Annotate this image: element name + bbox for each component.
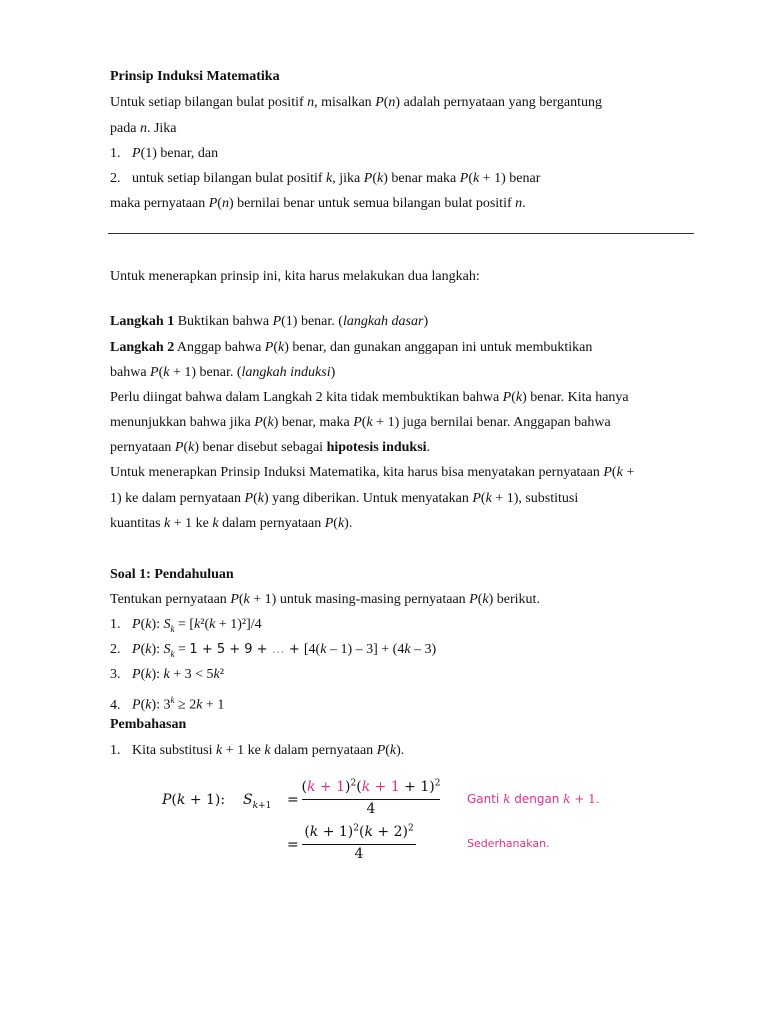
soal-item-2: 2. P(k): $S_k = 1 + 5 + 9$ + … + [4(k – 1) – 3] + (4k – 3) <box>110 642 437 659</box>
remark-period: . <box>426 440 431 455</box>
soal-prompt: Tentukan pernyataan P(k + 1) untuk masing-masing pernyataan P(k) berikut. <box>110 592 540 607</box>
fraction-2-denominator: 4 <box>354 846 364 862</box>
intro-item-1: 1. P(1) benar, dan <box>110 146 219 161</box>
step-1-note: langkah dasar <box>342 314 424 329</box>
note-simplify: Sederhanakan. <box>467 837 550 850</box>
remark-line-5: 1) ke dalam pernyataan P(k) yang diberikan. Untuk menyatakan P(k + 1), substitusi <box>110 491 579 506</box>
soal-item-4: 4. P(k): $3^k \ge 2k + 1$ <box>110 695 225 713</box>
step-2-line-2: bahwa P(k + 1) benar. (langkah induksi) <box>110 365 336 380</box>
remark-line-1: Perlu diingat bahwa dalam Langkah 2 kita tidak membuktikan bahwa P(k) benar. Kita hanya <box>110 390 629 405</box>
note-substitute: Ganti k dengan k + 1. <box>467 792 600 806</box>
equals-1: = <box>287 792 299 808</box>
item-number: 3. <box>110 667 121 682</box>
equals-2: = <box>287 837 299 853</box>
steps-intro: Untuk menerapkan prinsip ini, kita harus melakukan dua langkah: <box>110 269 480 284</box>
item-number: 4. <box>110 697 121 713</box>
item-number: 1. <box>110 146 121 161</box>
fraction-1-denominator: 4 <box>366 801 376 817</box>
soal-item-1: 1. P(k): $S_k = [k^2(k + 1)^2]/4$ <box>110 617 262 634</box>
equation-lhs: P(k + 1): <box>162 792 226 808</box>
step-2: Langkah 2 Anggap bahwa P(k) benar, dan gunakan anggapan ini untuk membuktikan <box>110 340 593 355</box>
remark-line-4: Untuk menerapkan Prinsip Induksi Matematika, kita harus bisa menyatakan pernyataan P(k + <box>110 465 635 480</box>
intro-conclusion: maka pernyataan P(n) bernilai benar untuk semua bilangan bulat positif n. <box>110 196 526 211</box>
step-2-label: Langkah 2 <box>110 340 175 355</box>
remark-line-3: pernyataan P(k) benar disebut sebagai hipotesis induksi. <box>110 440 431 455</box>
page-title: Prinsip Induksi Matematika <box>110 69 280 84</box>
step-2-note: langkah induksi <box>241 365 331 380</box>
item-number: 1. <box>110 743 121 758</box>
item-number: 1. <box>110 617 121 632</box>
remark-line-6: kuantitas k + 1 ke k dalam pernyataan P(k). <box>110 516 353 531</box>
soal-heading: Soal 1: Pendahuluan <box>110 567 234 582</box>
step-1-label: Langkah 1 <box>110 314 175 329</box>
fraction-1-numerator: $(k + 1)^2(k + 1 + 1)^2$ <box>301 778 441 795</box>
divider <box>108 233 694 234</box>
step-1: Langkah 1 Buktikan bahwa P(1) benar. (langkah dasar) <box>110 314 429 329</box>
remark-line-2: menunjukkan bahwa jika P(k) benar, maka P(k + 1) juga bernilai benar. Anggapan bahwa <box>110 415 611 430</box>
item-number: 2. <box>110 642 121 657</box>
pembahasan-heading: Pembahasan <box>110 717 187 732</box>
fraction-bar-2 <box>302 844 416 845</box>
intro-line-2: pada n. Jika <box>110 121 177 136</box>
hipotesis-term: hipotesis induksi <box>326 440 427 455</box>
intro-line-1: Untuk setiap bilangan bulat positif n, misalkan P(n) adalah pernyataan yang bergantung <box>110 95 602 110</box>
equation-sk: $S_{k+1}$ <box>243 792 272 811</box>
intro-item-2: 2. untuk setiap bilangan bulat positif k, jika P(k) benar maka P(k + 1) benar <box>110 171 541 186</box>
soal-item-3: 3. P(k): k + 3 < 5k² <box>110 667 224 682</box>
item-number: 2. <box>110 171 121 186</box>
fraction-2-numerator: $(k + 1)^2(k + 2)^2$ <box>304 823 414 840</box>
pembahasan-item-1: 1. Kita substitusi k + 1 ke k dalam pernyataan P(k). <box>110 743 405 758</box>
fraction-bar-1 <box>302 799 440 800</box>
